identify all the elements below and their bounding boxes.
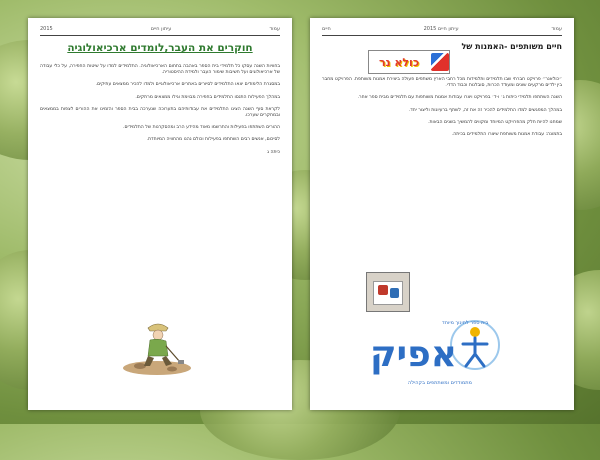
header-divider — [322, 35, 562, 36]
kulanar-logo — [368, 50, 450, 74]
article-paragraph: במהלך הפעילות התנסו התלמידים בחפירה מבוימת וגילו ממצאים מרתקים. — [135, 94, 280, 100]
page-header — [40, 26, 280, 33]
header-right-text: עמוד — [269, 26, 280, 32]
article-paragraph: בחוויות השנה עסקו כל תלמידי בית הספר באהבה בתחום הארכיאולוגיה. התלמידים למדו על שיטות החפירה, על כלי עבודה של ארכיאולוגים ועל חשיבות שימור העבר ולמידת ההיסטוריה. — [40, 64, 280, 76]
article-title: חוקרים את העבר,לומדים ארכיאולוגיה — [67, 42, 253, 54]
article-paragraph: לקראת סוף השנה הציגו התלמידים את עבודותיהם בתערוכה שנערכה בבית הספר והזמינו את ההורים לצפות בממצאים ובמחקרים שערכו. — [40, 106, 280, 119]
right-page — [310, 18, 574, 410]
page-header — [322, 26, 562, 33]
header-left-text: חיים — [322, 26, 331, 32]
artwork-photo — [366, 272, 410, 312]
header-mid-text: עיתון חיים 2015 — [423, 26, 459, 32]
article-paragraph: ההורים השתתפו בפעילות והתרשמו מאוד מהידע הרב ומהסקרנות של התלמידים. — [122, 125, 280, 131]
article-title: חיים משותפים -האמנות של — [461, 42, 562, 51]
artwork-red-shape — [378, 285, 388, 295]
article-paragraph: במסגרת הלימודים יצאו התלמידים לסיורים באתרים ארכיאולוגיים ולמדו להכיר ממצאים עתיקים. — [95, 82, 280, 88]
apik-arc-text: בית ספר לחינוך מיוחד — [442, 320, 489, 326]
header-divider — [40, 35, 280, 36]
header-left-text: 2015 — [40, 26, 53, 32]
artwork-frame — [373, 281, 403, 305]
article-paragraph: השנה השתתפו תלמידי כיתות ג׳ ו-ד׳ בפרויקט ויצרו עבודות אמנות משותפות עם תלמידים מבית ספר אחר. — [357, 95, 562, 101]
article-paragraph: ״כולאנר״ פרויקט חברתי שבו תלמידים ותלמידות מכל רחבי הארץ משתפים פעולה ביצירת אמנות משותפת. הפרויקט מחבר בין ילדים מרקעים שונים ומעודד הכרות, סובלנות וכבוד הדדי. — [322, 77, 562, 89]
article-signature: כיתה ג — [267, 149, 280, 155]
article-paragraph: בתמונה: עבודת אמנות משותפת שיצרו התלמידים בכיתה. — [451, 132, 562, 138]
header-right-text: עמוד — [551, 26, 562, 32]
logo-text: כולא נר — [378, 55, 420, 69]
apik-logo — [370, 314, 510, 398]
header-mid-text: עיתון חיים — [150, 26, 172, 32]
apik-wordmark: אפיק — [370, 334, 457, 375]
artwork-blue-shape — [390, 288, 399, 298]
article-paragraph: שמחנו להיות חלק מהפרויקט המיוחד ומקווים להמשיך בשנים הבאות. — [428, 119, 562, 125]
apik-tagline: מתמודדים ומשתתפים בקהילה — [408, 380, 472, 386]
article-paragraph: לסיכום, אנשים רבים השתתפו בפעילות וכולם נהנו מהחוויה המיוחדת. — [146, 137, 280, 143]
logo-flag-icon — [431, 53, 449, 71]
article-paragraph: במהלך המפגשים למדו התלמידים להכיר זה את זה, לשתף ברעיונות וליצור יחד. — [408, 107, 562, 113]
left-page — [28, 18, 292, 410]
archaeologist-illustration — [120, 314, 194, 376]
